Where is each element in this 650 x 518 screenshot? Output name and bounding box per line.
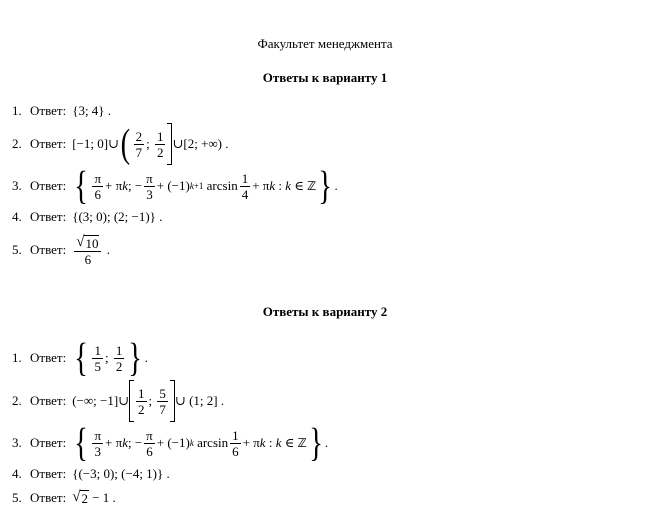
variant1-title: Ответы к варианту 1 [262, 70, 388, 85]
item-number: 1. [12, 103, 22, 118]
v2-answer-5 [12, 478, 116, 518]
item-number: 4. [12, 209, 22, 224]
answer-formula: {(3; 0); (2; −1)} . [72, 209, 163, 224]
answer-formula: [−1; 0]∪ ( $\frac{2}{7}$ ; $\frac{1}{2}$ ∪[2; +∞) . [72, 121, 229, 167]
answer-label: Ответ: [30, 103, 67, 118]
answer-formula: { $\frac{\pi}{6}$ + π k ; − $\frac{\pi}{3}$ + (−1) k+1 arcsin $\frac{1}{4}$ + π k : k ∈ ℤ } . [74, 163, 338, 209]
answer-label: Ответ: [30, 209, 67, 224]
item-number: 3. [12, 435, 22, 450]
answer-formula: {(−3; 0); (−4; 1)} . [72, 466, 170, 481]
answer-formula: √ 2 − 1 . [72, 488, 116, 506]
item-number: 5. [12, 490, 22, 505]
item-number: 1. [12, 350, 22, 365]
item-number: 5. [12, 242, 22, 257]
v2-answer-2 [12, 381, 224, 421]
answer-formula: { $\frac{\pi}{3}$ + π k ; − $\frac{\pi}{6}$ + (−1) k arcsin $\frac{1}{6}$ + π k : k ∈ ℤ } . [74, 420, 329, 466]
answer-formula: { $\frac{1}{5}$ ; $\frac{1}{2}$ } . [74, 335, 148, 381]
v1-answer-5 [12, 230, 110, 270]
item-number: 4. [12, 466, 22, 481]
answer-label: Ответ: [30, 136, 67, 151]
item-number: 3. [12, 178, 22, 193]
item-number: 2. [12, 136, 22, 151]
variant2-title: Ответы к варианту 2 [262, 304, 388, 319]
answer-label: Ответ: [30, 490, 67, 505]
v1-answer-2 [12, 121, 229, 167]
answer-label: Ответ: [30, 350, 67, 365]
item-number: 2. [12, 393, 22, 408]
answer-label: Ответ: [30, 435, 67, 450]
v2-answer-1 [12, 335, 148, 381]
answer-label: Ответ: [30, 466, 67, 481]
answer-label: Ответ: [30, 242, 67, 257]
answer-formula: √ 10 6 . [76, 233, 110, 267]
answer-label: Ответ: [30, 178, 67, 193]
answer-formula: (−∞; −1]∪ $\frac{1}{2}$ ; $\frac{5}{7}$ ∪ (1; 2] . [72, 380, 224, 422]
answer-formula: {3; 4} . [72, 103, 112, 118]
answer-label: Ответ: [30, 393, 67, 408]
faculty-title: Факультет менеджмента [257, 36, 393, 51]
